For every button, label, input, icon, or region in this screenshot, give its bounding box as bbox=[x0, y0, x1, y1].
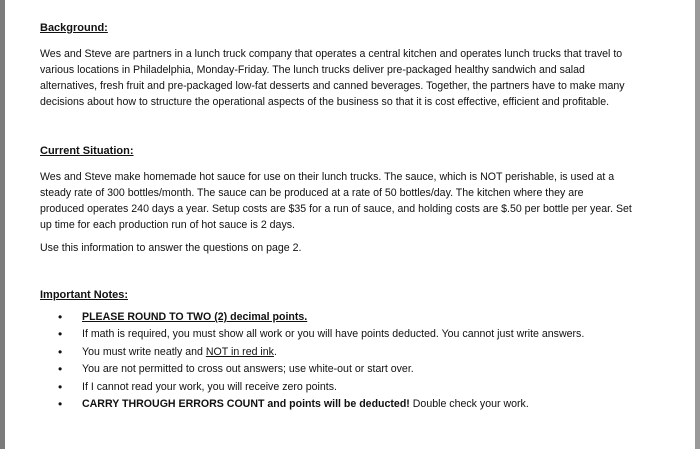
note-crossout: You are not permitted to cross out answers; use white-out or start over. bbox=[82, 363, 414, 376]
background-line-2: various locations in Philadelphia, Monday-Friday. The lunch trucks deliver pre-packaged healthy sandwich and salad bbox=[40, 64, 585, 76]
spacer bbox=[40, 36, 665, 46]
important-notes-list bbox=[40, 309, 665, 413]
current-line-3: produced operates 240 days a year. Setup costs are $35 for a run of sauce, and holding costs are $.50 per bottle per year. Set bbox=[40, 203, 632, 215]
background-heading: Background: bbox=[40, 22, 108, 34]
current-situation-heading: Current Situation: bbox=[40, 145, 134, 157]
list-item bbox=[58, 379, 665, 396]
note-carry-normal: Double check your work. bbox=[409, 398, 529, 411]
list-item bbox=[58, 326, 665, 343]
list-item bbox=[58, 309, 665, 326]
bullet-icon: • bbox=[58, 362, 63, 377]
note-neat-prefix: You must write neatly and bbox=[82, 345, 206, 358]
list-item bbox=[58, 361, 665, 378]
note-neat-suffix: . bbox=[273, 345, 277, 358]
bullet-icon: • bbox=[58, 310, 63, 324]
note-round: PLEASE ROUND TO TWO (2) decimal points. bbox=[82, 311, 308, 323]
bullet-icon: • bbox=[58, 344, 63, 359]
note-read: If I cannot read your work, you will receive zero points. bbox=[82, 380, 337, 393]
current-instruction: Use this information to answer the questions on page 2. bbox=[40, 242, 302, 254]
bullet-icon: • bbox=[58, 327, 63, 342]
current-line-2: steady rate of 300 bottles/month. The sauce can be produced at a rate of 50 bottles/day. The kitchen where they are bbox=[40, 187, 584, 199]
current-line-1: Wes and Steve make homemade hot sauce for use on their lunch trucks. The sauce, which is NOT perishable, is used at a bbox=[40, 171, 615, 183]
background-line-4: decisions about how to structure the operational aspects of the business so that it is cost effective, efficient and profitable. bbox=[40, 96, 610, 108]
current-line-4: up time for each production run of hot sauce is 2 days. bbox=[40, 219, 295, 231]
bullet-icon: • bbox=[58, 379, 63, 394]
note-carry-bold: CARRY THROUGH ERRORS COUNT and points will be deducted! bbox=[82, 398, 410, 411]
background-line-1: Wes and Steve are partners in a lunch truck company that operates a central kitchen and operates lunch trucks that travel to bbox=[40, 48, 623, 60]
background-paragraph bbox=[40, 46, 665, 110]
document-page bbox=[40, 20, 665, 413]
background-line-3: alternatives, fresh fruit and pre-packaged low-fat desserts and canned beverages. Together, the partners have to make many bbox=[40, 80, 625, 92]
spacer bbox=[40, 110, 665, 143]
current-situation-paragraph bbox=[40, 169, 665, 233]
spacer bbox=[40, 233, 665, 240]
bullet-icon: • bbox=[58, 397, 63, 412]
important-notes-heading: Important Notes: bbox=[40, 289, 128, 301]
note-math: If math is required, you must show all work or you will have points deducted. You cannot just write answers. bbox=[82, 328, 585, 341]
list-item bbox=[58, 396, 665, 413]
list-item bbox=[58, 344, 665, 361]
spacer bbox=[40, 256, 665, 287]
note-neat-emphasis: NOT in red ink bbox=[205, 345, 274, 358]
spacer bbox=[40, 159, 665, 169]
